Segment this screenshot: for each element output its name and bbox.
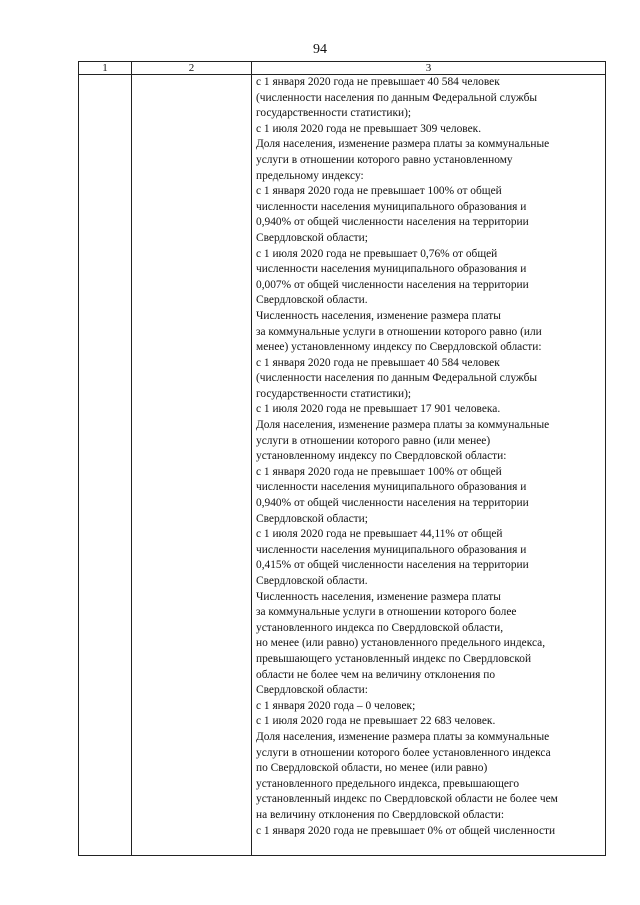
page-number: 94	[313, 42, 327, 57]
text-line: с 1 июля 2020 года не превышает 22 683 человек.	[256, 715, 496, 728]
table-row	[79, 75, 606, 856]
column-header-2: 2	[132, 62, 252, 75]
text-line: с 1 июля 2020 года не превышает 44,11% от общей	[256, 528, 503, 541]
text-line: с 1 января 2020 года не превышает 40 584 человек	[256, 356, 500, 369]
text-line: (численности населения по данным Федеральной службы	[256, 372, 538, 385]
text-line: предельному индексу:	[256, 169, 364, 182]
text-line: по Свердловской области, но менее (или равно)	[256, 762, 488, 775]
text-line: с 1 июля 2020 года не превышает 17 901 человека.	[256, 403, 501, 416]
text-line: установленный индекс по Свердловской области не более чем	[256, 793, 558, 806]
text-line: установленного предельного индекса, превышающего	[256, 777, 520, 790]
text-line: численности населения муниципального образования и	[256, 263, 527, 276]
text-line: Доля населения, изменение размера платы за коммунальные	[256, 730, 550, 743]
column-header-3: 3	[252, 62, 606, 75]
text-line: государственности статистики);	[256, 387, 412, 400]
text-line: (численности населения по данным Федеральной службы	[256, 91, 538, 104]
table-cell-col3	[252, 75, 606, 856]
text-line: Численность населения, изменение размера платы	[256, 590, 501, 603]
text-line: с 1 января 2020 года не превышает 0% от общей численности	[256, 824, 556, 837]
table-cell-col2	[132, 75, 252, 856]
text-line: с 1 июля 2020 года не превышает 309 человек.	[256, 122, 482, 135]
text-line: численности населения муниципального образования и	[256, 200, 527, 213]
text-line: 0,940% от общей численности населения на территории	[256, 497, 529, 510]
text-line: услуги в отношении которого равно установленному	[256, 153, 513, 166]
text-line: 0,007% от общей численности населения на территории	[256, 278, 529, 291]
document-table	[78, 61, 606, 856]
text-line: за коммунальные услуги в отношении которого более	[256, 606, 517, 619]
text-line: Свердловской области.	[256, 575, 368, 587]
text-line: установленного индекса по Свердловской области,	[256, 621, 504, 634]
text-line: за коммунальные услуги в отношении которого равно (или	[256, 325, 542, 338]
text-line: с 1 января 2020 года не превышает 100% от общей	[256, 465, 502, 478]
text-line: государственности статистики);	[256, 107, 412, 120]
text-line: 0,940% от общей численности населения на территории	[256, 216, 529, 229]
text-line: Свердловской области;	[256, 512, 368, 525]
table-header-row	[79, 62, 606, 75]
text-line: Свердловской области:	[256, 684, 368, 697]
text-line: 0,415% от общей численности населения на территории	[256, 559, 529, 572]
text-line: превышающего установленный индекс по Свердловской	[256, 652, 532, 665]
text-line: численности населения муниципального образования и	[256, 481, 527, 494]
text-line: Численность населения, изменение размера платы	[256, 309, 501, 322]
text-line: менее) установленному индексу по Свердловской области:	[256, 341, 542, 354]
text-line: Доля населения, изменение размера платы за коммунальные	[256, 419, 550, 432]
text-line: на величину отклонения по Свердловской области:	[256, 808, 505, 821]
text-line: услуги в отношении которого более установленного индекса	[256, 746, 551, 759]
text-line: Доля населения, изменение размера платы за коммунальные	[256, 138, 550, 151]
column-header-1: 1	[79, 62, 132, 75]
text-line: Свердловской области;	[256, 231, 368, 244]
text-line: услуги в отношении которого равно (или менее)	[256, 434, 491, 447]
text-line: но менее (или равно) установленного предельного индекса,	[256, 637, 546, 650]
table-cell-col1	[79, 75, 132, 856]
text-line: с 1 января 2020 года не превышает 100% от общей	[256, 185, 502, 198]
text-line: установленному индексу по Свердловской области:	[256, 450, 507, 463]
text-line: численности населения муниципального образования и	[256, 543, 527, 556]
text-line: с 1 июля 2020 года не превышает 0,76% от общей	[256, 247, 498, 260]
text-line: с 1 января 2020 года – 0 человек;	[256, 699, 416, 712]
text-line: области не более чем на величину отклонения по	[256, 668, 496, 681]
text-line: Свердловской области.	[256, 294, 368, 307]
text-line: с 1 января 2020 года не превышает 40 584 человек	[256, 76, 500, 88]
